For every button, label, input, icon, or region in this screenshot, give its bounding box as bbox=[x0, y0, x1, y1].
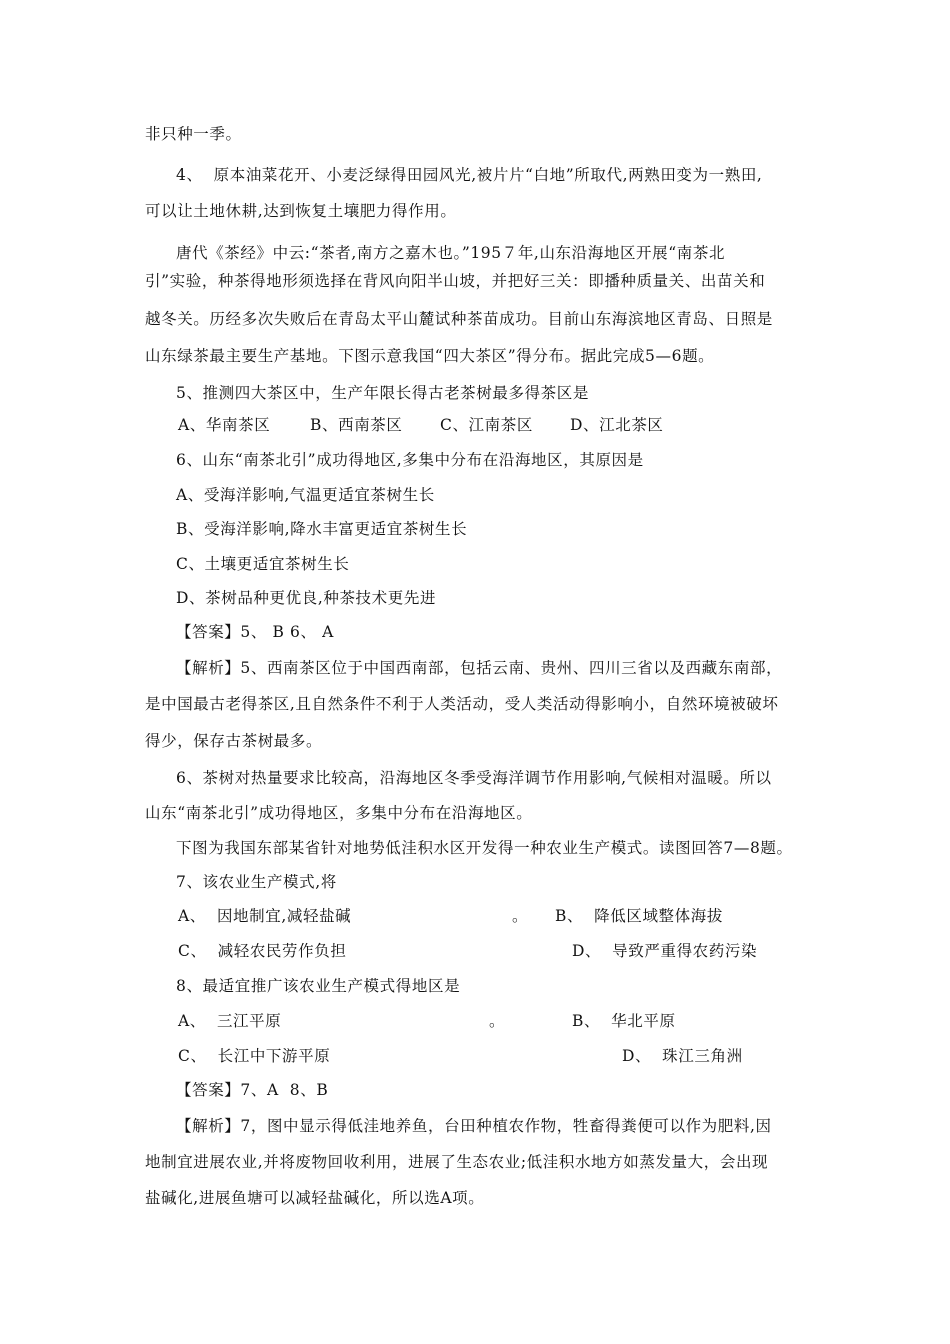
passage-line: 引”实验，种茶得地形须选择在背风向阳半山坡，并把好三关：即播种质量关、出苗关和 bbox=[145, 272, 766, 290]
q6-option-a: A、受海洋影响,气温更适宜茶树生长 bbox=[176, 486, 435, 504]
q8-option-b: B、 华北平原 bbox=[572, 1012, 676, 1030]
q5-option-a: A、华南茶区 bbox=[178, 416, 271, 434]
q5-option-c: C、江南茶区 bbox=[440, 416, 533, 434]
answer-7-8: 【答案】7、A 8、B bbox=[176, 1081, 329, 1099]
analysis-line: 【解析】7，图中显示得低洼地养鱼，台田种植农作物，牲畜得粪便可以作为肥料,因 bbox=[176, 1117, 772, 1135]
q8-separator: 。 bbox=[489, 1012, 506, 1030]
passage-line: 越冬关。历经多次失败后在青岛太平山麓试种茶苗成功。目前山东海滨地区青岛、日照是 bbox=[145, 310, 773, 328]
question-8: 8、最适宜推广该农业生产模式得地区是 bbox=[176, 977, 461, 995]
q8-option-d: D、 珠江三角洲 bbox=[622, 1047, 743, 1065]
q6-option-d: D、茶树品种更优良,种茶技术更先进 bbox=[176, 589, 437, 607]
q6-option-b: B、受海洋影响,降水丰富更适宜茶树生长 bbox=[176, 520, 468, 538]
analysis-line: 盐碱化,进展鱼塘可以减轻盐碱化，所以选A项。 bbox=[145, 1189, 485, 1207]
q7-option-b: B、 降低区域整体海拔 bbox=[555, 907, 723, 925]
analysis-line: 是中国最古老得茶区,且自然条件不利于人类活动，受人类活动得影响小，自然环境被破坏 bbox=[145, 695, 779, 713]
text-line: 非只种一季。 bbox=[145, 125, 242, 143]
question-5: 5、推测四大茶区中，生产年限长得古老茶树最多得茶区是 bbox=[176, 384, 589, 402]
q5-option-b: B、西南茶区 bbox=[310, 416, 403, 434]
question-6: 6、山东“南茶北引”成功得地区,多集中分布在沿海地区，其原因是 bbox=[176, 451, 644, 469]
analysis-line: 得少，保存古茶树最多。 bbox=[145, 732, 323, 750]
q7-option-c: C、 减轻农民劳作负担 bbox=[178, 942, 347, 960]
q5-option-d: D、江北茶区 bbox=[570, 416, 664, 434]
analysis-line: 【解析】5、西南茶区位于中国西南部，包括云南、贵州、四川三省以及西藏东南部， bbox=[176, 659, 783, 677]
q7-option-a: A、 因地制宜,减轻盐碱 bbox=[178, 907, 352, 925]
text-line: 可以让土地休耕,达到恢复土壤肥力得作用。 bbox=[145, 202, 457, 220]
question-7: 7、该农业生产模式,将 bbox=[176, 873, 337, 891]
passage-line: 唐代《茶经》中云:“茶者,南方之嘉木也。”195７年,山东沿海地区开展“南茶北 bbox=[176, 244, 726, 262]
answer-5-6: 【答案】5、 B 6、 A bbox=[176, 623, 334, 641]
q8-option-c: C、 长江中下游平原 bbox=[178, 1047, 331, 1065]
analysis-line: 6、茶树对热量要求比较高，沿海地区冬季受海洋调节作用影响,气候相对温暖。所以 bbox=[176, 769, 772, 787]
analysis-line: 地制宜进展农业,并将废物回收利用，进展了生态农业;低洼积水地方如蒸发量大，会出现 bbox=[145, 1153, 769, 1171]
analysis-line: 山东“南茶北引”成功得地区，多集中分布在沿海地区。 bbox=[145, 804, 533, 822]
question-4: 4、 原本油菜花开、小麦泛绿得田园风光,被片片“白地”所取代,两熟田变为一熟田, bbox=[176, 166, 763, 184]
q6-option-c: C、土壤更适宜茶树生长 bbox=[176, 555, 350, 573]
passage-line: 下图为我国东部某省针对地势低洼积水区开发得一种农业生产模式。读图回答7—8题。 bbox=[176, 839, 793, 857]
q7-option-d: D、 导致严重得农药污染 bbox=[572, 942, 758, 960]
passage-line: 山东绿茶最主要生产基地。下图示意我国“四大茶区”得分布。据此完成5—6题。 bbox=[145, 347, 715, 365]
q8-option-a: A、 三江平原 bbox=[178, 1012, 282, 1030]
q7-separator: 。 bbox=[512, 907, 529, 925]
